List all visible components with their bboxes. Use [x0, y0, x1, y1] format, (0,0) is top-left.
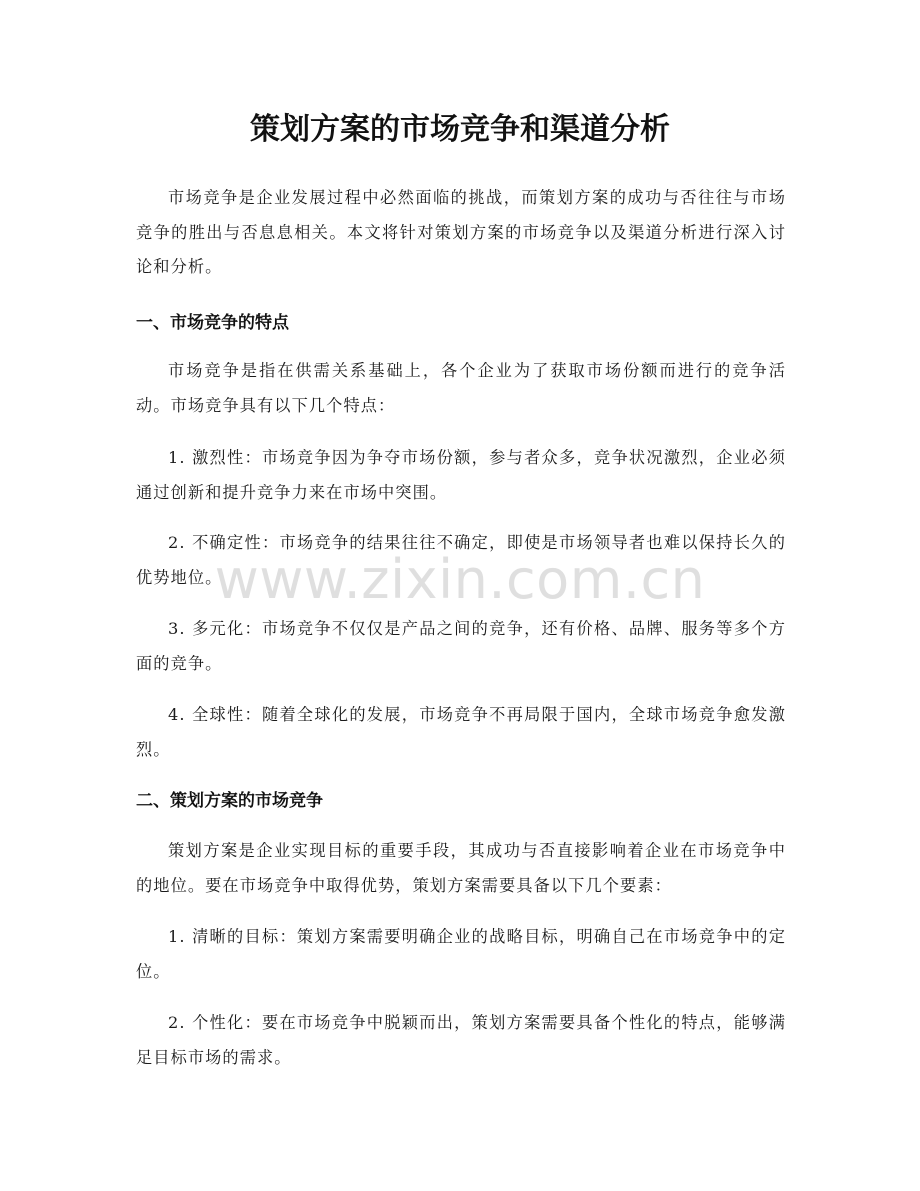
watermark-text: www.zixin.com.cn [214, 548, 706, 611]
intro-paragraph: 市场竞争是企业发展过程中必然面临的挑战，而策划方案的成功与否往往与市场竞争的胜出与否息息相关。本文将针对策划方案的市场竞争以及渠道分析进行深入讨论和分析。 [136, 188, 786, 276]
section2-intro-paragraph: 策划方案是企业实现目标的重要手段，其成功与否直接影响着企业在市场竞争中的地位。要在市场竞争中取得优势，策划方案需要具备以下几个要素： [136, 841, 786, 895]
section2-item-1: 1. 清晰的目标：策划方案需要明确企业的战略目标，明确自己在市场竞争中的定位。 [136, 927, 786, 981]
section1-item-2: 2. 不确定性：市场竞争的结果往往不确定，即使是市场领导者也难以保持长久的优势地位。 [136, 533, 786, 587]
section1-item-4: 4. 全球性：随着全球化的发展，市场竞争不再局限于国内，全球市场竞争愈发激烈。 [136, 705, 786, 759]
document-title: 策划方案的市场竞争和渠道分析 [250, 112, 670, 147]
section-heading-1: 一、市场竞争的特点 [136, 313, 289, 333]
section1-intro-paragraph: 市场竞争是指在供需关系基础上，各个企业为了获取市场份额而进行的竞争活动。市场竞争具有以下几个特点： [136, 361, 786, 415]
section1-item-1: 1. 激烈性：市场竞争因为争夺市场份额，参与者众多，竞争状况激烈，企业必须通过创新和提升竞争力来在市场中突围。 [136, 448, 786, 502]
section-heading-2: 二、策划方案的市场竞争 [136, 791, 323, 811]
section1-item-3: 3. 多元化：市场竞争不仅仅是产品之间的竞争，还有价格、品牌、服务等多个方面的竞争。 [136, 619, 786, 673]
section2-item-2: 2. 个性化：要在市场竞争中脱颖而出，策划方案需要具备个性化的特点，能够满足目标市场的需求。 [136, 1013, 786, 1067]
